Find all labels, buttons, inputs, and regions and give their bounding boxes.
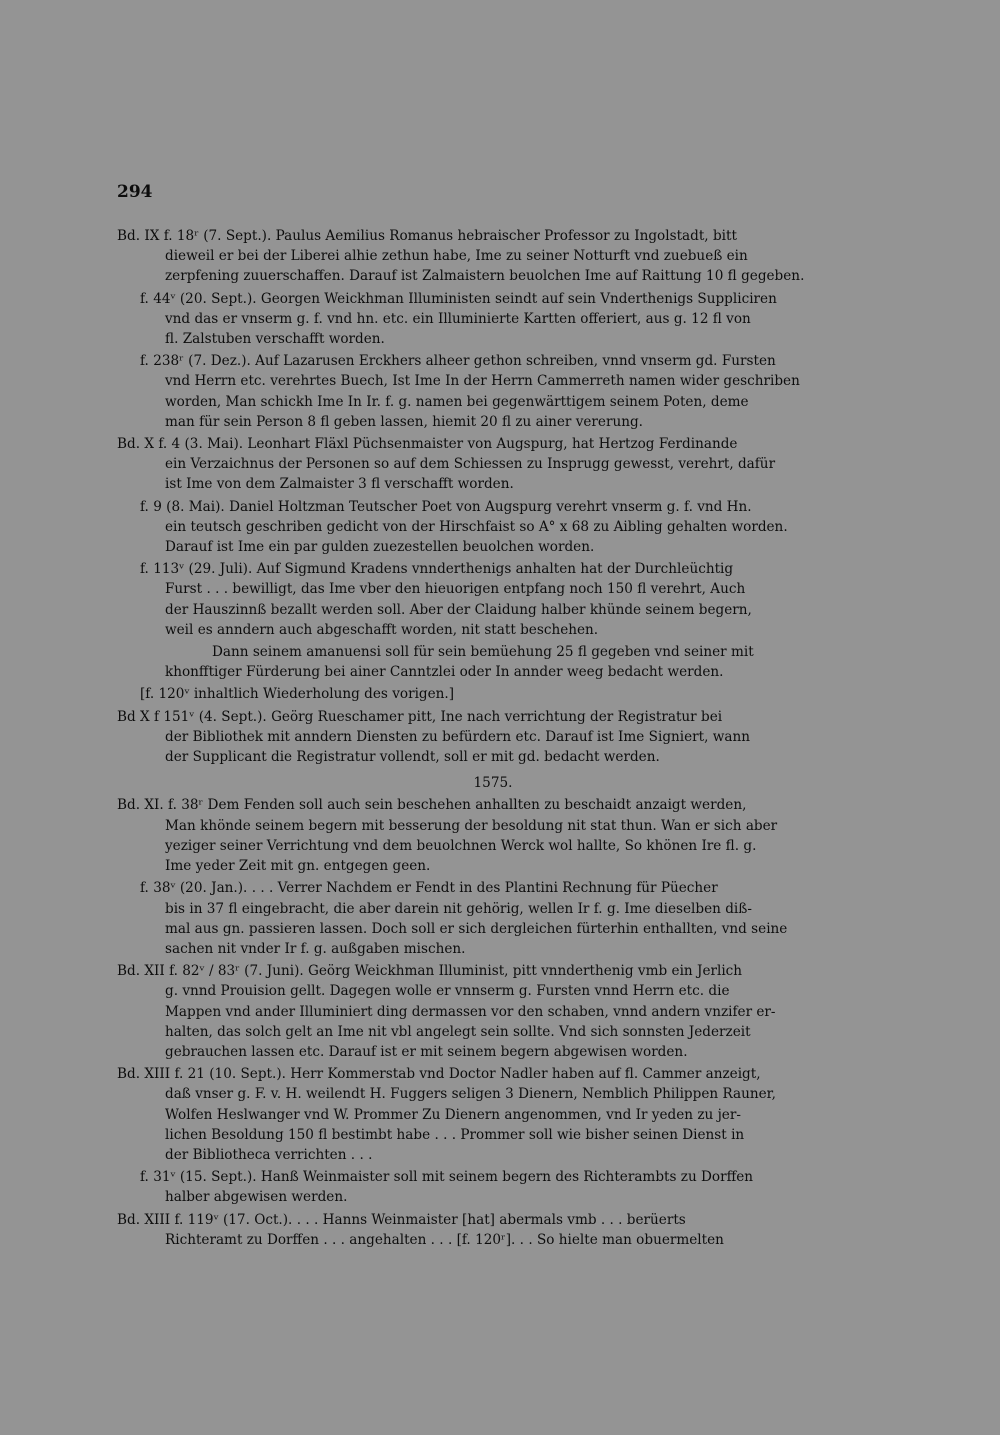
archive-entry [117,289,869,350]
entry-line: f. 238ʳ (7. Dez.). Auf Lazarusen Erckhers alheer gethon schreiben, vnnd vnserm gd. Fursten [140,353,776,370]
entry-line: man für sein Person 8 fl geben lassen, hiemit 20 fl zu ainer vererung. [165,413,643,430]
entry-line: Bd. X f. 4 (3. Mai). Leonhart Fläxl Püchsenmaister von Augspurg, hat Hertzog Ferdinande [117,436,738,453]
entry-line: dieweil er bei der Liberei alhie zethun habe, Ime zu seiner Notturft vnd zuebueß ein [165,248,748,265]
archive-entry [117,795,869,876]
entry-line: Bd. XIII f. 21 (10. Sept.). Herr Kommerstab vnd Doctor Nadler haben auf fl. Cammer anzeigt, [117,1066,761,1083]
archive-entry [117,961,869,1062]
year-heading: 1575. [473,775,513,792]
entry-line: Darauf ist Ime ein par gulden zuezestellen beuolchen worden. [165,539,595,556]
entry-line: g. vnnd Prouision gellt. Dagegen wolle er vnnserm g. Fursten vnnd Herrn etc. die [165,983,730,1000]
entry-line: fl. Zalstuben verschafft worden. [165,331,385,348]
entry-line: Bd. XII f. 82ᵛ / 83ʳ (7. Juni). Geörg Weickhman Illuminist, pitt vnnderthenig vmb ein Jerlich [117,963,743,980]
archive-entry [117,351,869,432]
entry-line: Ime yeder Zeit mit gn. entgegen geen. [165,858,431,875]
entry-line: vnd Herrn etc. verehrtes Buech, Ist Ime In der Herrn Cammerreth namen wider geschriben [165,373,800,390]
entry-line: khonfftiger Fürderung bei ainer Canntzlei oder In annder weeg bedacht werden. [165,664,724,681]
entry-line: halten, das solch gelt an Ime nit vbl angelegt sein sollte. Vnd sich sonnsten Jederzeit [165,1023,751,1040]
entry-line: Dann seinem amanuensi soll für sein bemüehung 25 fl gegeben vnd seiner mit [212,644,754,661]
entry-line: Man khönde seinem begern mit besserung der besoldung nit stat thun. Wan er sich aber [165,817,778,834]
entry-line: vnd das er vnserm g. f. vnd hn. etc. ein Illuminierte Kartten offeriert, aus g. 12 fl von [165,310,751,327]
entry-line: gebrauchen lassen etc. Darauf ist er mit seinem begern abgewisen worden. [165,1043,688,1060]
entry-line: halber abgewisen werden. [165,1189,348,1206]
entry-line: daß vnser g. F. v. H. weilendt H. Fuggers seligen 3 Dienern, Nemblich Philippen Rauner, [165,1086,776,1103]
entry-line: ein Verzaichnus der Personen so auf dem Schiessen zu Insprugg gewesst, verehrt, dafür [165,456,776,473]
entry-line: f. 31ᵛ (15. Sept.). Hanß Weinmaister soll mit seinem begern des Richterambts zu Dorffen [140,1169,754,1186]
document-body [117,226,869,1252]
entry-line: [f. 120ᵛ inhaltlich Wiederholung des vorigen.] [140,686,455,703]
archive-entry [117,878,869,959]
archive-entry [117,707,869,768]
archive-entry [117,434,869,495]
entry-line: Bd. IX f. 18ʳ (7. Sept.). Paulus Aemilius Romanus hebraischer Professor zu Ingolstadt, bitt [117,228,737,244]
entry-line: worden, Man schickh Ime In Ir. f. g. namen bei gegenwärttigem seinem Poten, deme [165,393,749,410]
entry-line: f. 113ᵛ (29. Juli). Auf Sigmund Kradens vnnderthenigs anhalten hat der Durchleüchtig [140,561,734,578]
archive-entry [117,684,869,704]
entry-line: f. 9 (8. Mai). Daniel Holtzman Teutscher Poet von Augspurg verehrt vnserm g. f. vnd Hn. [140,498,752,515]
entry-line: der Bibliothek mit anndern Diensten zu befürdern etc. Darauf ist Ime Signiert, wann [165,728,751,745]
archive-entry [117,1167,869,1207]
page-number: 294 [117,182,153,202]
entry-line: der Supplicant die Registratur vollendt, soll er mit gd. bedacht werden. [165,749,660,766]
archive-entry [117,559,869,640]
entry-line: weil es anndern auch abgeschafft worden, nit statt beschehen. [165,621,599,638]
archive-entry [117,642,869,682]
archive-entry [117,226,869,287]
entry-line: Bd. XIII f. 119ᵛ (17. Oct.). . . . Hanns Weinmaister [hat] abermals vmb . . . berüerts [117,1211,686,1228]
entry-line: der Bibliotheca verrichten . . . [165,1146,373,1163]
entry-line: zerpfening zuuerschaffen. Darauf ist Zalmaistern beuolchen Ime auf Raittung 10 fl gegeben. [165,268,805,285]
entry-line: Furst . . . bewilligt, das Ime vber den hieuorigen entpfang noch 150 fl verehrt, Auch [165,581,746,598]
archive-entry [117,497,869,558]
entry-line: Bd. XI. f. 38ʳ Dem Fenden soll auch sein beschehen anhallten zu beschaidt anzaigt werden, [117,797,747,814]
entry-line: ist Ime von dem Zalmaister 3 fl verschafft worden. [165,476,514,493]
entry-line: Bd X f 151ᵛ (4. Sept.). Geörg Rueschamer pitt, Ine nach verrichtung der Registratur bei [117,708,723,725]
entry-line: der Hauszinnß bezallt werden soll. Aber der Claidung halber khünde seinem begern, [165,601,752,618]
archive-entry [117,1210,869,1250]
entry-line: lichen Besoldung 150 fl bestimbt habe . . . Prommer soll wie bisher seinen Dienst in [165,1126,745,1143]
entry-line: sachen nit vnder Ir f. g. außgaben mischen. [165,940,466,957]
entry-line: mal aus gn. passieren lassen. Doch soll er sich dergleichen fürterhin enthallten, vnd seine [165,920,788,937]
entry-line: ein teutsch geschriben gedicht von der Hirschfaist so A° x 68 zu Aibling gehalten worden. [165,518,788,535]
entry-line: Wolfen Heslwanger vnd W. Prommer Zu Dienern angenommen, vnd Ir yeden zu jer- [165,1106,741,1123]
entry-line: f. 44ᵛ (20. Sept.). Georgen Weickhman Illuministen seindt auf sein Vnderthenigs Suppliciren [140,290,777,307]
entry-line: Richteramt zu Dorffen . . . angehalten . . . [f. 120ʳ]. . . So hielte man obuermelten [165,1231,724,1248]
entry-line: Mappen vnd ander Illuminiert ding dermassen vor den schaben, vnnd andern vnzifer er- [165,1003,776,1020]
entry-line: f. 38ᵛ (20. Jan.). . . . Verrer Nachdem er Fendt in des Plantini Rechnung für Püecher [140,880,718,897]
entry-line: yeziger seiner Verrichtung vnd dem beuolchnen Werck wol hallte, So khönen Ire fl. g. [165,837,757,854]
entry-line: bis in 37 fl eingebracht, die aber darein nit gehörig, wellen Ir f. g. Ime dieselben diß- [165,900,752,917]
archive-entry [117,1064,869,1165]
